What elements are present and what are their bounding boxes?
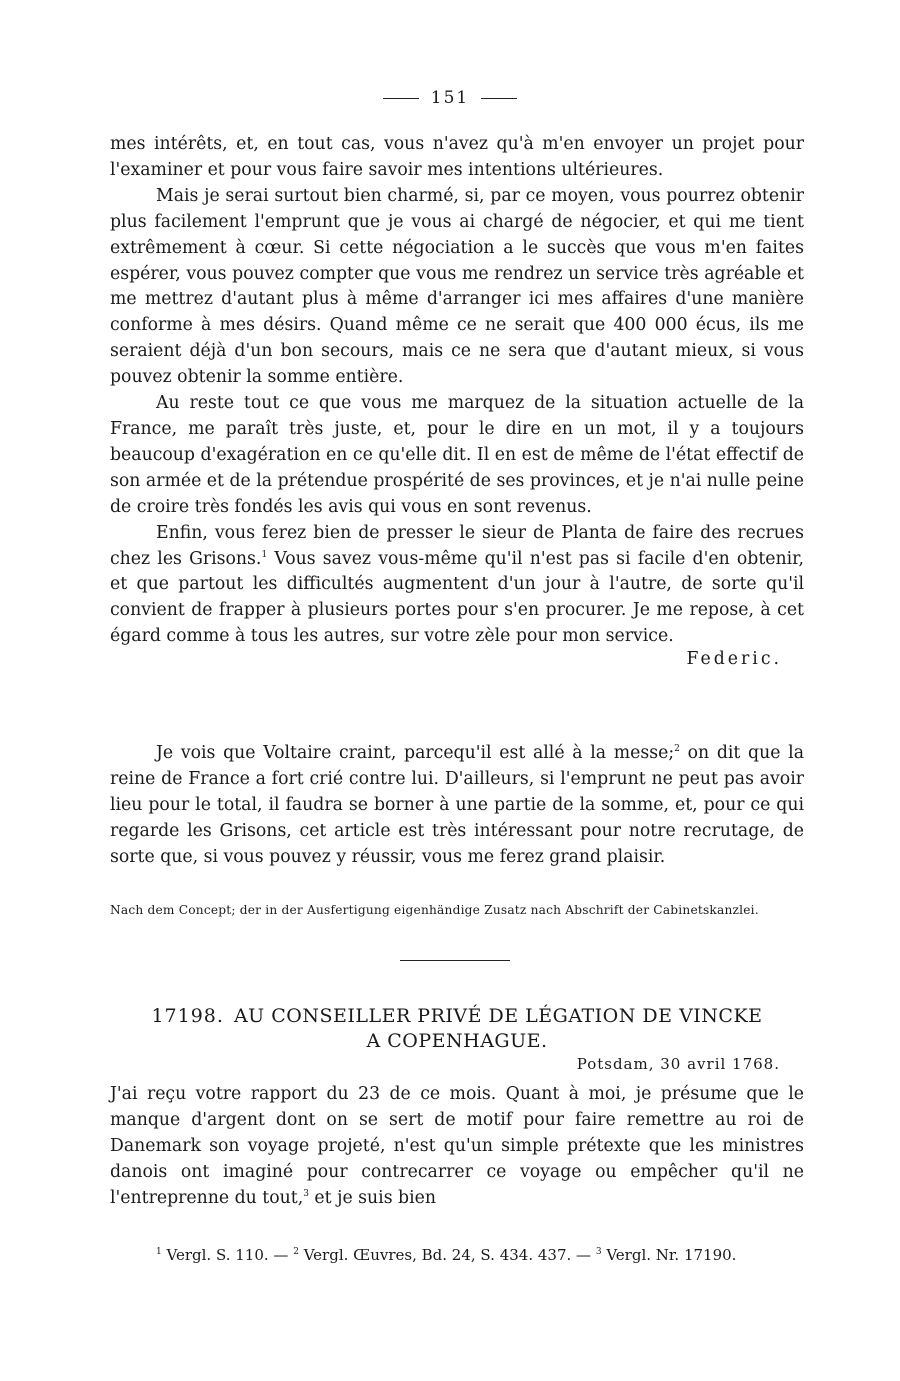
letter-2-end: et je suis bien bbox=[308, 1187, 437, 1208]
footnote-3-mark: 3 bbox=[595, 1247, 602, 1257]
footnote-ref-2: 2 bbox=[674, 744, 680, 755]
paragraph-4-start: Enfin, vous ferez bien de presser le sieur de Planta de faire des recrues chez les Grisons. bbox=[110, 522, 804, 569]
footnote-ref-1: 1 bbox=[261, 549, 268, 560]
heading-line-1 bbox=[110, 1004, 804, 1029]
footnote-separator-1: — bbox=[273, 1246, 289, 1264]
letter-number: 17198. bbox=[151, 1005, 224, 1027]
letter-body bbox=[110, 132, 804, 672]
source-note: Nach dem Concept; der in der Ausfertigung eigenhändige Zusatz nach Abschrift der Cabinetskanzlei. bbox=[110, 903, 759, 917]
postscript-paragraph bbox=[110, 741, 804, 871]
footnote-separator-2: — bbox=[576, 1246, 592, 1264]
letter-2-paragraph bbox=[110, 1082, 804, 1212]
footnote-1-text: Vergl. S. 110. bbox=[166, 1246, 269, 1264]
page-number-dash-right bbox=[481, 98, 517, 99]
signature: Federic. bbox=[686, 649, 782, 670]
heading-title-2: A COPENHAGUE. bbox=[366, 1030, 548, 1052]
section-divider bbox=[400, 960, 510, 961]
page-number bbox=[0, 88, 900, 108]
letter-heading bbox=[110, 1004, 804, 1054]
paragraph-2: Mais je serai surtout bien charmé, si, par ce moyen, vous pourrez obtenir plus facilement l'emprunt que je vous ai chargé de négocier, et qui me tient extrêmement à cœur. Si cette négociation a le succès que vous m'en faites espérer, vous pouvez compter que vous me rendrez un service très agréable et me mettrez d'autant plus à même d'arranger ici mes affaires d'une manière conforme à mes désirs. Quand même ce ne serait que 400 000 écus, ils me seraient déjà d'un bon secours, mais ce ne sera que d'autant mieux, si vous pouvez obtenir la somme entière. bbox=[110, 185, 804, 388]
letter-2-start: J'ai reçu votre rapport du 23 de ce mois. Quant à moi, je présume que le manque d'argent dont on se sert de motif pour faire remettre au roi de Danemark son voyage projeté, n'est qu'un simple prétexte que les ministres danois ont imaginé pour contrecarrer ce voyage ou empêcher qu'il ne l'entreprenne du tout, bbox=[110, 1084, 804, 1208]
footnote-ref-3: 3 bbox=[303, 1188, 309, 1199]
postscript bbox=[110, 741, 804, 871]
postscript-start: Je vois que Voltaire craint, parcequ'il est allé à la messe; bbox=[156, 743, 675, 763]
paragraph-4 bbox=[110, 521, 804, 651]
paragraph-3: Au reste tout ce que vous me marquez de la situation actuelle de la France, me paraît très juste, et, pour le dire en un mot, il y a toujours beaucoup d'exagération en ce qu'elle dit. Il en est de même de l'état effectif de son armée et de la prétendue prospérité de ses provinces, et je n'ai nulle peine de croire très fondés les avis qui vous en sont revenus. bbox=[110, 393, 804, 517]
paragraph-1: mes intérêts, et, en tout cas, vous n'avez qu'à m'en envoyer un projet pour l'examiner et pour vous faire savoir mes intentions ultérieures. bbox=[110, 134, 804, 180]
heading-title-1: AU CONSEILLER PRIVÉ DE LÉGATION DE VINCKE bbox=[233, 1005, 763, 1027]
letter-2-body bbox=[110, 1082, 804, 1212]
dateline: Potsdam, 30 avril 1768. bbox=[576, 1055, 780, 1073]
footnote-2-text: Vergl. Œuvres, Bd. 24, S. 434. 437. bbox=[303, 1246, 572, 1264]
footnote-2-mark: 2 bbox=[293, 1247, 299, 1257]
postscript-end: on dit que la reine de France a fort crié contre lui. D'ailleurs, si l'emprunt ne peut pas avoir lieu pour le total, il faudra se borner à une partie de la somme, et, pour ce qui regarde les Grisons, cet article est très intéressant pour notre recrutage, de sorte que, si vous pouvez y réussir, vous me ferez grand plaisir. bbox=[110, 743, 804, 867]
page-number-dash-left bbox=[383, 98, 419, 99]
paragraph-4-end: Vous savez vous-même qu'il n'est pas si facile d'en obtenir, et que partout les difficultés augmentent d'un jour à l'autre, de sorte qu'il convient de frapper à plusieurs portes pour s'en procurer. Je me repose, à cet égard comme à tous les autres, sur votre zèle pour mon service. bbox=[110, 548, 805, 647]
footnote-3-text: Vergl. Nr. 17190. bbox=[606, 1246, 737, 1264]
footnote-1-mark: 1 bbox=[156, 1247, 162, 1257]
page-number-text: 151 bbox=[430, 88, 470, 108]
footnotes bbox=[110, 1243, 804, 1267]
